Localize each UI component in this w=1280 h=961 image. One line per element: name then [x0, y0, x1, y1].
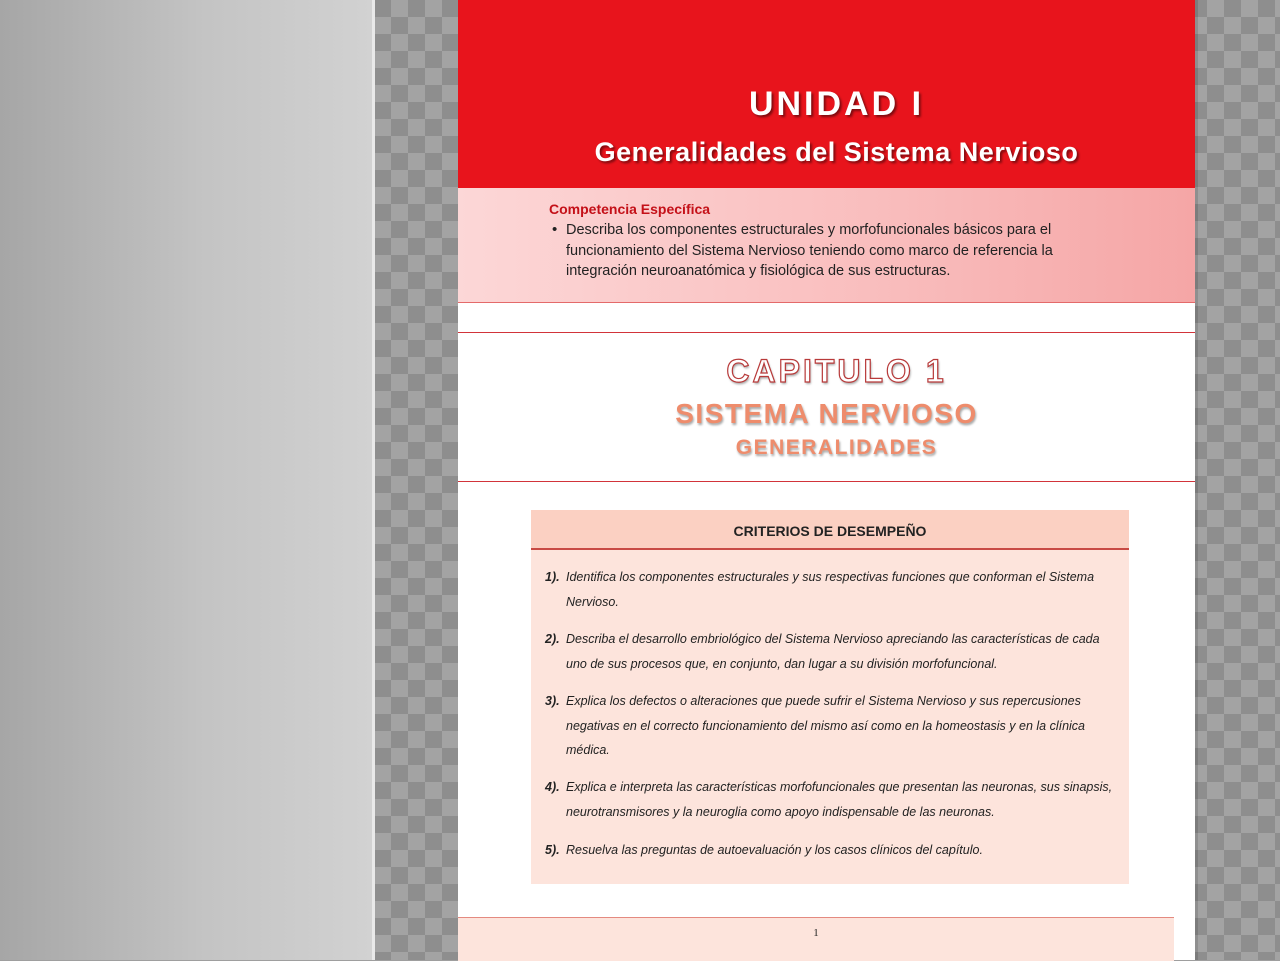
unit-header	[458, 0, 1195, 188]
bullet-icon: •	[552, 221, 558, 238]
panel-divider	[372, 0, 375, 960]
page-shadow	[1195, 0, 1198, 960]
criteria-item-text: Resuelva las preguntas de autoevaluación y los casos clínicos del capítulo.	[566, 843, 983, 857]
page-footer	[458, 917, 1174, 961]
competency-title: Competencia Específica	[549, 201, 711, 217]
criteria-item	[545, 838, 1115, 863]
competency-text: Describa los componentes estructurales y morfofuncionales básicos para el funcionamiento del Sistema Nervioso teniendo como marco de referencia la integración neuroanatómica y fisiológica de sus estructuras.	[566, 222, 1053, 279]
page-number: 1	[813, 927, 819, 939]
chapter-heading	[458, 333, 1195, 481]
criteria-item	[545, 627, 1115, 676]
criteria-item-text: Explica e interpreta las características morfofuncionales que presentan las neuronas, sus sinapsis, neurotransmisores y la neuroglia como apoyo indispensable de las neuronas.	[566, 780, 1113, 819]
chapter-title: SISTEMA NERVIOSO	[675, 398, 978, 429]
left-gradient-panel	[0, 0, 374, 960]
unit-title: UNIDAD I	[748, 85, 925, 123]
criteria-heading: CRITERIOS DE DESEMPEÑO	[531, 510, 1129, 550]
criteria-item-number: 4).	[545, 780, 560, 794]
competency-box	[458, 188, 1195, 303]
chapter-bottom-rule	[458, 481, 1195, 482]
criteria-item-text: Describa el desarrollo embriológico del Sistema Nervioso apreciando las características de cada uno de sus procesos que, en conjunto, dan lugar a su división morfofuncional.	[566, 632, 1100, 671]
criteria-item	[545, 565, 1115, 614]
criteria-item-number: 5).	[545, 843, 560, 857]
chapter-number: CAPITULO 1	[726, 353, 947, 389]
document-page	[458, 0, 1195, 960]
criteria-item-number: 3).	[545, 694, 560, 708]
criteria-box	[531, 510, 1129, 884]
unit-subtitle: Generalidades del Sistema Nervioso	[594, 137, 1079, 167]
criteria-item	[545, 689, 1115, 763]
criteria-item-text: Explica los defectos o alteraciones que puede sufrir el Sistema Nervioso y sus repercusiones negativas en el correcto funcionamiento del mismo así como en la homeostasis y en la clínica médica.	[566, 694, 1086, 757]
criteria-item	[545, 775, 1115, 824]
chapter-subtitle: GENERALIDADES	[735, 436, 938, 459]
criteria-item-text: Identifica los componentes estructurales y sus respectivas funciones que conforman el Sistema Nervioso.	[566, 570, 1095, 609]
criteria-item-number: 2).	[545, 632, 560, 646]
criteria-item-number: 1).	[545, 570, 560, 584]
